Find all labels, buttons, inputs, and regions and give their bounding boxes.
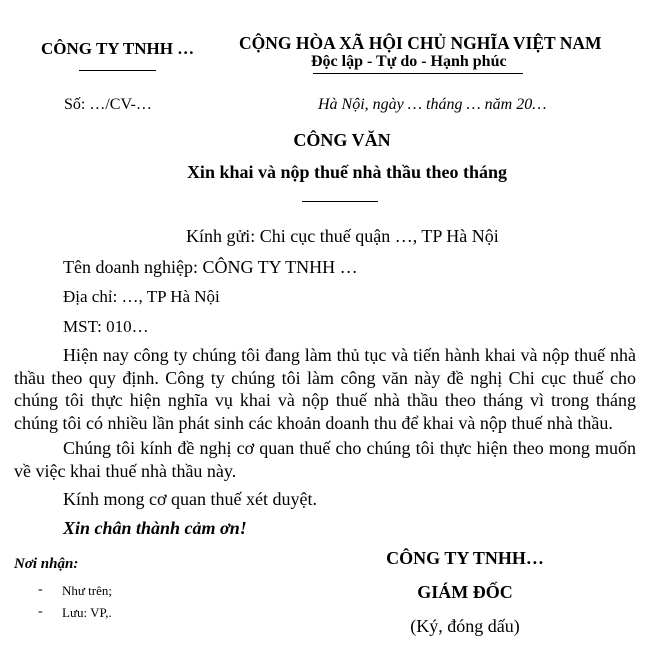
company-name-header: CÔNG TY TNHH …: [41, 39, 195, 58]
tax-code-field: MST: 010…: [63, 317, 149, 336]
document-number: Số: …/CV-…: [64, 96, 152, 113]
recipients-item: Như trên;: [62, 583, 113, 598]
signature-note: (Ký, đóng dấu): [410, 616, 520, 636]
motto-underline: [313, 73, 523, 74]
document-title: CÔNG VĂN: [293, 130, 391, 150]
recipients-item: Lưu: VP,.: [62, 605, 112, 620]
motto: Độc lập - Tự do - Hạnh phúc: [311, 53, 507, 70]
nation-title: CỘNG HÒA XÃ HỘI CHỦ NGHĨA VIỆT NAM: [239, 33, 602, 53]
document-subject: Xin khai và nộp thuế nhà thầu theo tháng: [186, 162, 508, 182]
signature-position: GIÁM ĐỐC: [417, 582, 513, 602]
place-date: Hà Nội, ngày … tháng … năm 20…: [318, 96, 547, 113]
subject-underline: [302, 201, 378, 202]
body-paragraph-2: Chúng tôi kính đề nghị cơ quan thuế cho chúng tôi thực hiện theo mong muốn về việc khai thuế nhà thầu này.: [14, 438, 636, 481]
signature-company: CÔNG TY TNHH…: [386, 548, 544, 568]
recipients-bullet: -: [38, 604, 43, 619]
body-paragraph-1: Hiện nay công ty chúng tôi đang làm thủ tục và tiến hành khai và nộp thuế nhà thầu theo quy định. Công ty chúng tôi làm công văn này đề nghị Chi cục thuế cho chúng tôi thực hiện nghĩa vụ khai và nộp thuế nhà thầu theo tháng vì trong tháng chúng tôi có nhiều lần phát sinh các khoản doanh thu để khai và nộp thuế nhà thầu.: [14, 345, 636, 434]
company-address-field: Địa chỉ: …, TP Hà Nội: [63, 287, 220, 306]
company-name-field: Tên doanh nghiệp: CÔNG TY TNHH …: [63, 257, 358, 277]
recipients-label: Nơi nhận:: [14, 556, 79, 572]
body-paragraph-3: Kính mong cơ quan thuế xét duyệt.: [63, 489, 317, 509]
recipients-bullet: -: [38, 582, 43, 597]
company-underline: [79, 70, 156, 71]
thanks-line: Xin chân thành cảm ơn!: [63, 518, 247, 538]
recipient-line: Kính gửi: Chi cục thuế quận …, TP Hà Nội: [186, 226, 499, 246]
